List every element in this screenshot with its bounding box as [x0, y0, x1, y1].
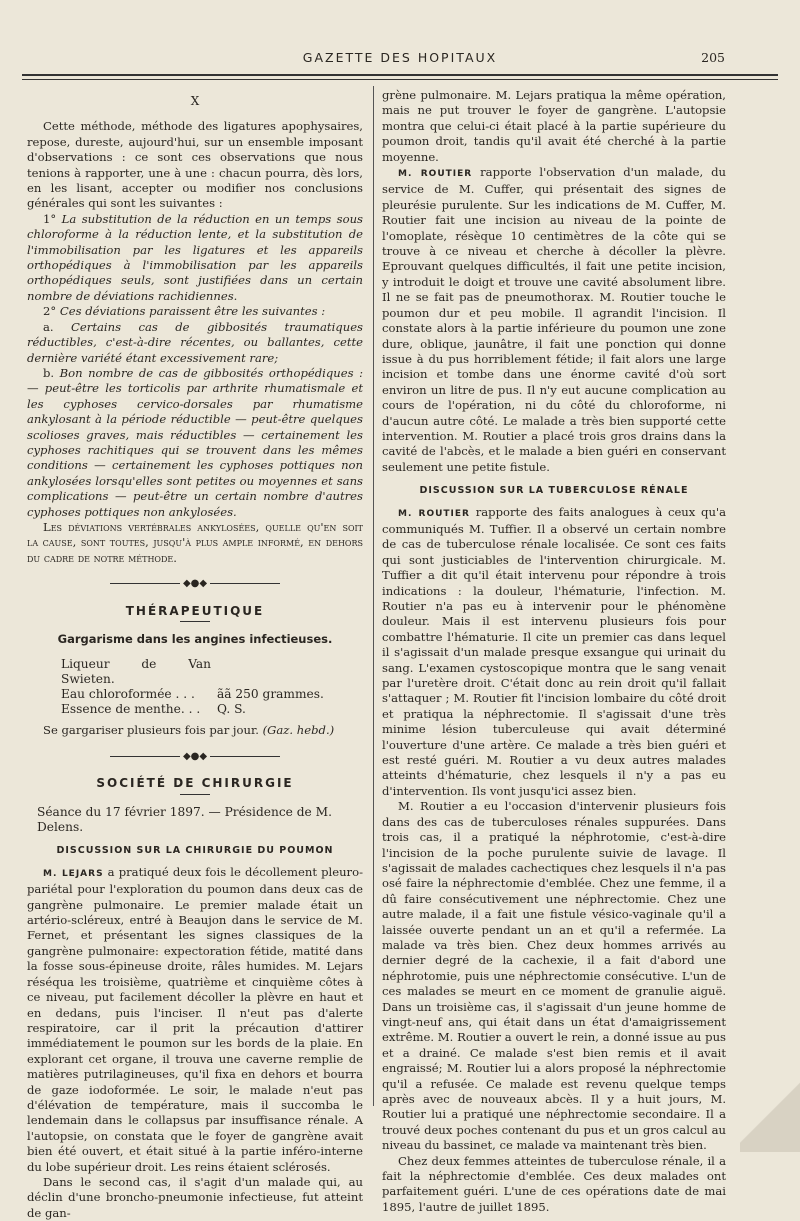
- speaker-name: M. ROUTIER: [398, 508, 470, 519]
- recipe-ingredient: Eau chloroformée . . .: [61, 687, 195, 702]
- therapeutique-title: THÉRAPEUTIQUE: [125, 603, 265, 618]
- conclusion-2-prefix: 2°: [43, 304, 57, 319]
- running-title: GAZETTE DES HOPITAUX: [302, 50, 498, 65]
- final-paragraph: Chez deux femmes atteintes de tuberculose rénale, il a fait la néphrectomie d'emblée. Ces deux malades ont parfaitement guéri. L'une de ces opérations date de mai 1895, l'autre de juillet 1895.: [382, 1153, 726, 1214]
- column-divider: [373, 86, 374, 1106]
- recipe-row: [61, 702, 363, 717]
- speaker-name: M. ROUTIER: [398, 169, 473, 180]
- conclusion-2-text: Ces déviations paraissent être les suivantes :: [59, 304, 326, 319]
- recipe-list: [61, 657, 363, 717]
- page-number: 205: [701, 50, 725, 65]
- routier-poumon-paragraph: [382, 165, 726, 475]
- conclusion-b-text: Bon nombre de cas de gibbosités orthopédiques : — peut-être les torticolis par arthrite rhumatismale et les cyphoses cervico-dorsales par rhumatisme ankylosant à la période réductible — peut-être quelques scolioses graves, mais réductibles — certainement les cyphoses rachitiques qui se trouvent dans les mêmes conditions — certainement les cyphoses pottiques non ankylosées lorsqu'elles sont petites ou moyennes et sans complications — peut-être un certain nombre d'autres cyphoses pottiques non ankylosées.: [27, 365, 363, 519]
- right-column: [382, 88, 726, 1215]
- recipe-quantity: ãã 250 grammes.: [217, 687, 324, 702]
- left-column: [27, 94, 363, 1221]
- second-case-paragraph: Dans le second cas, il s'agit d'un malade qui, au déclin d'une broncho-pneumonie infectieuse, fut atteint de gan-: [27, 1174, 363, 1220]
- title-underline: [180, 794, 210, 795]
- recipe-note: [27, 723, 363, 738]
- conclusion-a: [27, 320, 363, 366]
- meeting-line: Séance du 17 février 1897. — Présidence de M. Delens.: [37, 804, 332, 835]
- routier-poumon-text: rapporte l'observation d'un malade, du service de M. Cuffer, qui présentait des signes de pleurésie purulente. Sur les indications de M. Cuffer, M. Routier fait une incision au niveau de la pointe de l'omoplate, résèque 10 centimètres de la côte qui se trouve à ce niveau et cherche à décoller la plèvre. Eprouvant quelques difficultés, il fait une petite incision, y introduit le doigt et trouve une cavité absolument libre. Il ne se fait pas de pneumothorax. M. Routier touche le poumon dur et peu mobile. Il agrandit l'incision. Il constate alors à la partie inférieure du poumon une zone dure, oblique, jaunâtre, il fait une ponction qui donne issue à du pus horriblement fétide; il fait alors une large incision et tombe dans une énorme cavité d'où sort environ un litre de pus. Il n'y eut aucune complication au cours de l'opération, ni du côté du chloroforme, ni d'aucun autre côté. Le malade a très bien supporté cette intervention. M. Routier a placé trois gros drains dans la cavité de l'abcès, et le malade a bien guéri en conservant seulement une petite fistule.: [382, 165, 726, 474]
- lejars-paragraph: [27, 865, 363, 1175]
- continuation-paragraph: grène pulmonaire. M. Lejars pratiqua la même opération, mais ne put trouver le foyer de gangrène. L'autopsie montra que celui-ci était placé à la partie supérieure du poumon droit, tandis qu'il avait été cherché à la partie moyenne.: [382, 88, 726, 164]
- recipe-ingredient: Essence de menthe. . .: [61, 702, 201, 717]
- title-underline: [180, 621, 210, 622]
- header-rule-thick: [22, 74, 778, 76]
- routier-rein-paragraph: [382, 505, 726, 800]
- conclusion-b-prefix: b.: [43, 365, 55, 380]
- recipe-quantity: Q. S.: [217, 702, 246, 717]
- recipe-row: [61, 687, 363, 702]
- conclusion-1-prefix: 1°: [43, 211, 57, 226]
- conclusion-b: [27, 366, 363, 520]
- recipe-row: [61, 657, 363, 687]
- conclusion-a-prefix: a.: [43, 319, 54, 334]
- recipe-quantity: [211, 657, 217, 687]
- page-header: [0, 50, 800, 70]
- discussion-title-tuberculose: DISCUSSION SUR LA TUBERCULOSE RÉNALE: [419, 485, 689, 497]
- final-conclusion: Les déviations vertébrales ankylosées, quelle qu'en soit la cause, sont toutes, jusqu'à plus ample informé, en dehors du cadre de notre méthode.: [27, 519, 363, 565]
- gargarisme-title: Gargarisme dans les angines infectieuses.: [57, 632, 333, 646]
- discussion-title-poumon: DISCUSSION SUR LA CHIRURGIE DU POUMON: [56, 845, 334, 857]
- conclusion-1: [27, 212, 363, 304]
- header-rule-thin: [22, 79, 778, 80]
- intro-paragraph: Cette méthode, méthode des ligatures apophysaires, repose, dureste, aujourd'hui, sur un ensemble imposant d'observations : ce sont ces observations que nous tenions à rapporter, une à une : chacun pourra, dès lors, en les lisant, accepter ou modifier nos conclusions générales qui sont les suivantes :: [27, 119, 363, 211]
- recipe-note-text: Se gargariser plusieurs fois par jour.: [43, 723, 259, 738]
- page-corner-fold: [740, 1072, 800, 1152]
- conclusion-a-text: Certains cas de gibbosités traumatiques réductibles, c'est-à-dire récentes, ou ballantes, cette dernière variété étant excessivement rare;: [27, 319, 364, 365]
- section-ornament: ◆●◆: [27, 749, 363, 764]
- section-number: X: [190, 94, 200, 108]
- conclusion-1-text: La substitution de la réduction en un temps sous chloroforme à la réduction lente, et la substitution de l'immobilisation par les ligatures et les appareils orthopédiques à l'immobilisation par les appareils orthopédiques seuls, sont justifiées dans un certain nombre de déviations rachidiennes.: [27, 211, 364, 303]
- routier-rein-text: rapporte des faits analogues à ceux qu'a communiqués M. Tuffier. Il a observé un certain nombre de cas de tuberculose rénale localisée. Ce sont ces faits qui sont justiciables de l'intervention chirurgicale. M. Tuffier a dit qu'il était intervenu pour répondre à trois indications : la douleur, l'hématurie, l'infection. M. Routier n'a pas eu à intervenir pour le phénomène douleur. Mais il est intervenu plusieurs fois pour combattre l'hématurie. Il cite un premier cas dans lequel il s'agissait d'un malade presque exsangue qui urinait du sang. L'examen cystoscopique montra que le sang venait par l'uretère droit. C'était donc au rein droit qu'il fallait s'attaquer ; M. Routier fit l'incision lombaire du côté droit et pratiqua la néphrectomie. Il s'agissait d'une très minime lésion tuberculeuse qui avait déterminé l'ouverture d'une artère. Ce malade a très bien guéri et est resté guéri. M. Routier a vu deux autres malades atteints d'hématurie, chez lesquels il n'y a pas eu d'intervention. Ils vont jusqu'ici assez bien.: [382, 504, 727, 798]
- societe-title: SOCIÉTÉ DE CHIRURGIE: [96, 776, 294, 791]
- lejars-text: a pratiqué deux fois le décollement pleuro-pariétal pour l'exploration du poumon dans deux cas de gangrène pulmonaire. Le premier malade était un artério-scléreux, entré à Beaujon dans le service de M. Fernet, et présentant les signes classiques de la gangrène pulmonaire: expectoration fétide, matité dans la fosse sous-épineuse droite, râles humides. M. Lejars réséqua les troisième, quatrième et cinquième côtes à ce niveau, put facilement décoller la plèvre en haut et en dedans, puis l'inciser. Il n'eut pas d'alerte respiratoire, car il prit la précaution d'attirer immédiatement le poumon sur les bords de la plaie. En explorant cet organe, il trouva une caverne remplie de matières putrilagineuses, qu'il fixa en dehors et bourra de gaze iodoformée. Le soir, le malade n'eut pas d'élévation de température, mais il succomba le lendemain dans le collapsus par insuffisance rénale. A l'autopsie, on constata que le foyer de gangrène avait bien été ouvert, et était situé à la partie inféro-interne du lobe supérieur droit. Les reins étaient sclérosés.: [27, 864, 363, 1174]
- speaker-name: M. LEJARS: [43, 868, 104, 879]
- section-ornament: ◆●◆: [27, 576, 363, 591]
- recipe-ingredient: Liqueur de Van Swieten.: [61, 657, 211, 687]
- recipe-source: (Gaz. hebd.): [262, 723, 335, 738]
- suppurees-paragraph: M. Routier a eu l'occasion d'intervenir plusieurs fois dans des cas de tuberculoses rénales suppurées. Dans trois cas, il a pratiqué la néphrotomie, c'est-à-dire l'incision de la poche purulente suivie de lavage. Il s'agissait de malades cachectiques chez lesquels il n'a pas osé faire la néphrectomie d'emblée. Chez une femme, il a dû faire consécutivement une néphrectomie. Chez une autre malade, il a fait une fistule vésico-vaginale qu'il a laissée ouverte pendant un an et qu'il a refermée. La malade va très bien. Chez deux hommes arrivés au dernier degré de la cachexie, il a fait d'abord une néphrotomie, puis une néphrectomie consécutive. L'un de ces malades se meurt en ce moment de granulie aiguë. Dans un troisième cas, il s'agissait d'un jeune homme de vingt-neuf ans, qui était dans un état d'amaigrissement extrême. M. Routier a ouvert le rein, a donné issue au pus et a drainé. Ce malade s'est bien remis et il avait engraissé; M. Routier lui a alors proposé la néphrectomie qu'il a refusée. Ce malade est revenu quelque temps après avec de nouveaux abcès. Il y a huit jours, M. Routier lui a pratiqué une néphrectomie secondaire. Il a trouvé deux poches contenant du pus et un gros calcul au niveau du bassinet, ce malade va maintenant très bien.: [382, 799, 726, 1153]
- conclusion-2: [27, 304, 363, 319]
